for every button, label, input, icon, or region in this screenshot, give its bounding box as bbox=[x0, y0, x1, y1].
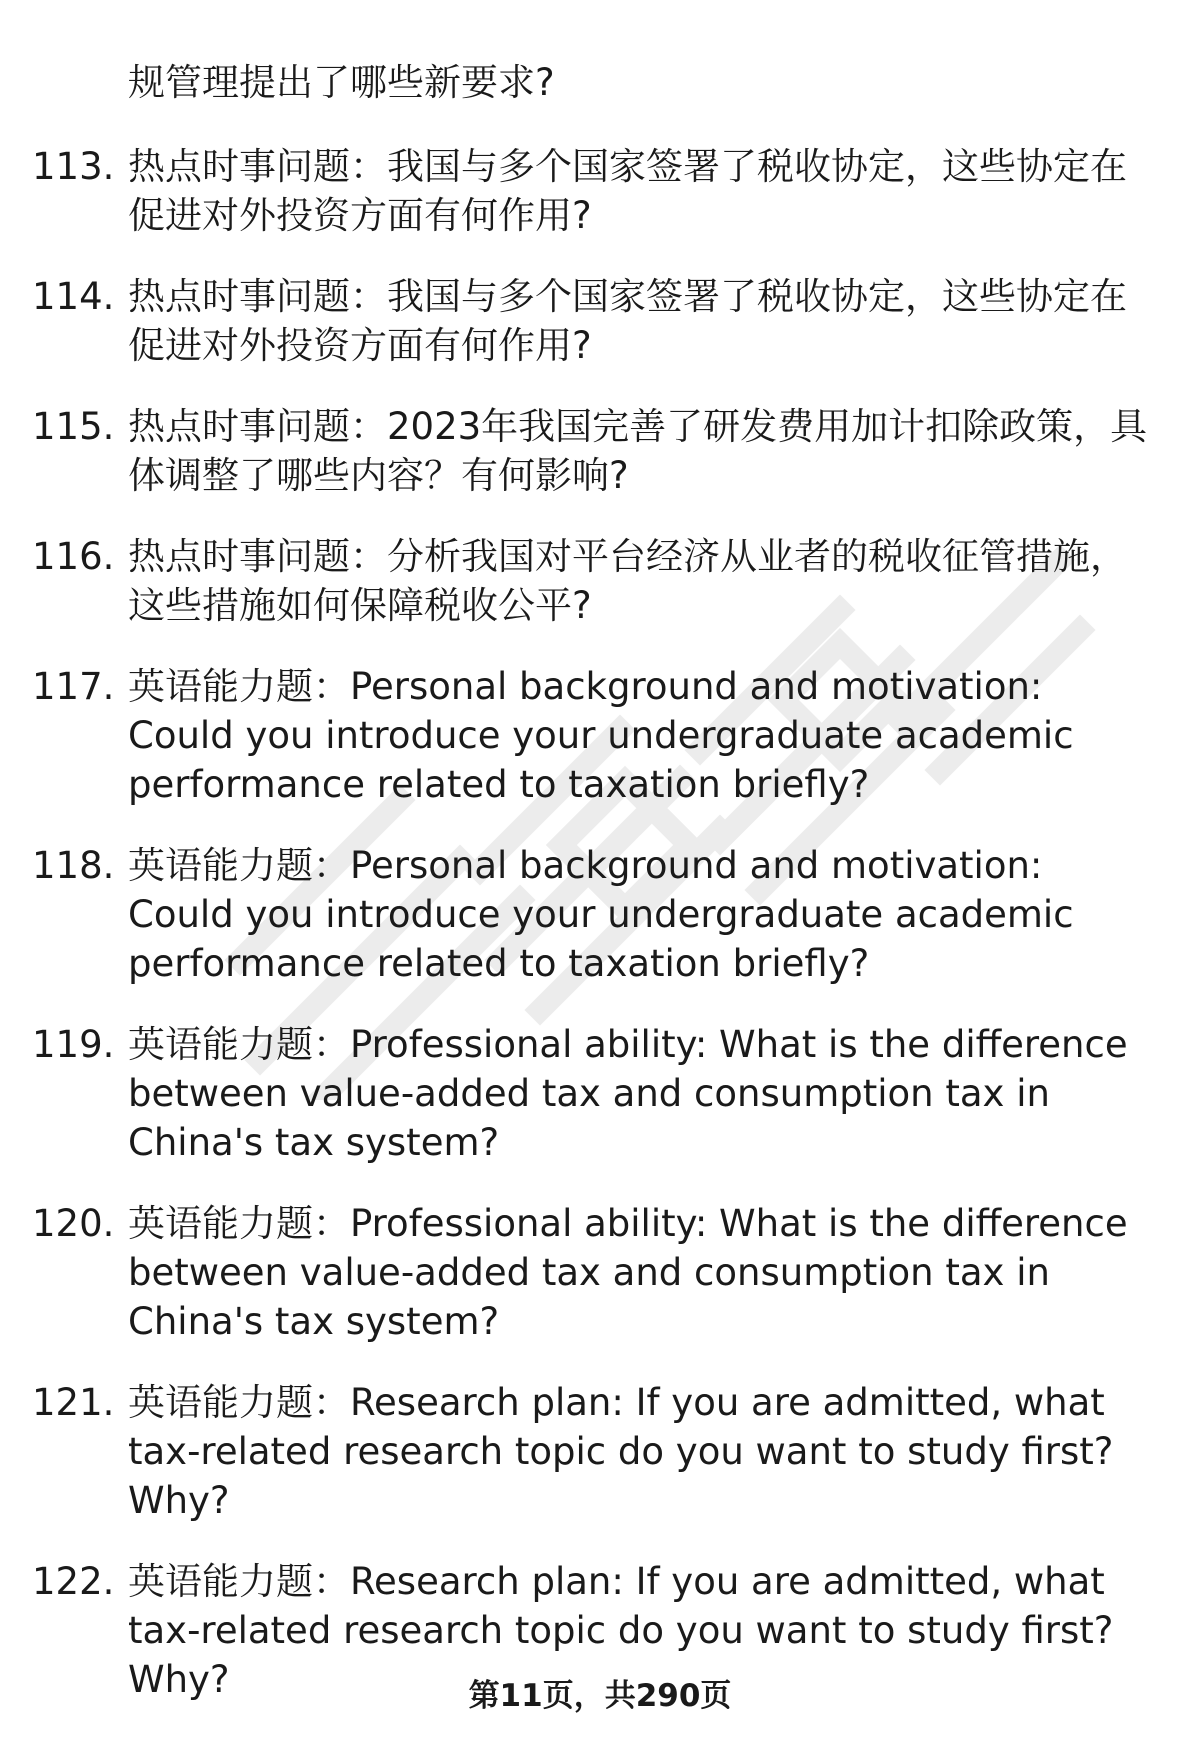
question-text: 英语能力题：Research plan: If you are admitted, what tax-related research topic do you want to study first? Why? bbox=[128, 1381, 1114, 1522]
question-number: 117. bbox=[32, 665, 115, 708]
question-list bbox=[0, 142, 1200, 1736]
question-number: 114. bbox=[32, 275, 115, 318]
question-item bbox=[0, 532, 1200, 630]
question-number: 118. bbox=[32, 844, 115, 887]
page-footer: 第11页，共290页 bbox=[468, 1678, 732, 1714]
question-text: 英语能力题：Personal background and motivation: Could you introduce your undergraduate academic performance related to taxation briefly? bbox=[128, 665, 1074, 806]
question-number: 116. bbox=[32, 535, 115, 578]
question-text: 热点时事问题：我国与多个国家签署了税收协定，这些协定在促进对外投资方面有何作用? bbox=[128, 275, 1127, 367]
question-text: 热点时事问题：分析我国对平台经济从业者的税收征管措施，这些措施如何保障税收公平? bbox=[128, 535, 1127, 627]
question-number: 120. bbox=[32, 1202, 115, 1245]
question-item bbox=[0, 662, 1200, 809]
question-text: 英语能力题：Professional ability: What is the difference between value-added tax and consumption tax in China's tax system? bbox=[128, 1023, 1128, 1164]
question-number: 121. bbox=[32, 1381, 115, 1424]
question-number: 115. bbox=[32, 405, 115, 448]
question-text: 热点时事问题：2023年我国完善了研发费用加计扣除政策，具体调整了哪些内容？有何影响? bbox=[128, 405, 1148, 497]
question-text: 英语能力题：Research plan: If you are admitted, what tax-related research topic do you want to study first? Why? bbox=[128, 1560, 1114, 1701]
question-item bbox=[0, 841, 1200, 988]
question-number: 119. bbox=[32, 1023, 115, 1066]
question-item bbox=[0, 272, 1200, 370]
question-text: 英语能力题：Professional ability: What is the difference between value-added tax and consumption tax in China's tax system? bbox=[128, 1202, 1128, 1343]
question-number: 113. bbox=[32, 145, 115, 188]
question-item bbox=[0, 402, 1200, 500]
question-item bbox=[0, 1199, 1200, 1346]
question-item bbox=[0, 142, 1200, 240]
question-text: 热点时事问题：我国与多个国家签署了税收协定，这些协定在促进对外投资方面有何作用? bbox=[128, 145, 1127, 237]
question-item bbox=[0, 1020, 1200, 1167]
question-item bbox=[0, 1378, 1200, 1525]
question-number: 122. bbox=[32, 1560, 115, 1603]
question-text: 英语能力题：Personal background and motivation: Could you introduce your undergraduate academic performance related to taxation briefly? bbox=[128, 844, 1074, 985]
continuation-text: 规管理提出了哪些新要求? bbox=[128, 61, 555, 104]
